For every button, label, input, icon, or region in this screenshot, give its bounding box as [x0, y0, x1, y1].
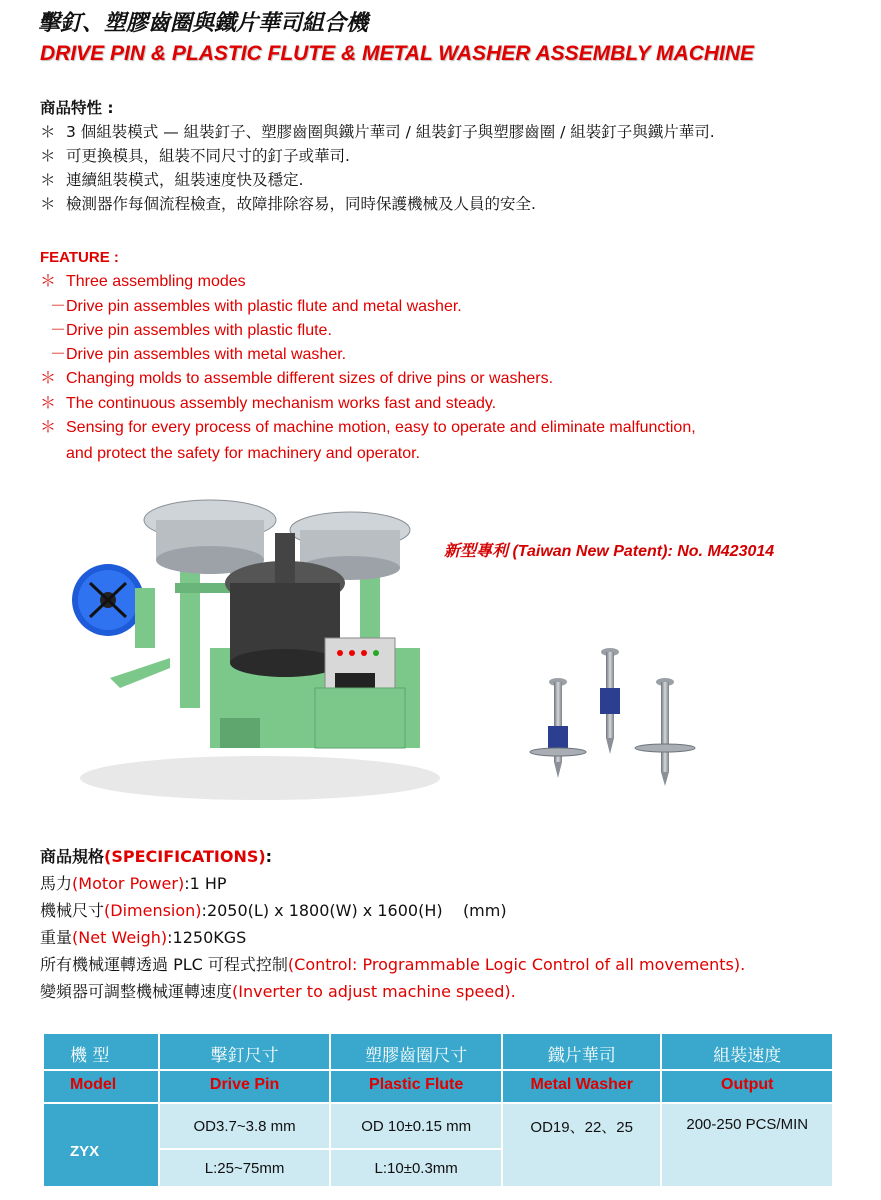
spec-label-zh: 變頻器可調整機械運轉速度 [40, 982, 233, 1001]
features-en-item [40, 416, 696, 440]
assembly-machine-photo [60, 488, 460, 823]
features-en-text: Drive pin assembles with metal washer. [66, 346, 347, 364]
spec-label-en: (Dimension) [104, 901, 202, 920]
features-en-text: The continuous assembly mechanism works fast and steady. [66, 394, 497, 412]
features-zh-text: 檢測器作每個流程檢查，故障排除容易，同時保護機械及人員的安全. [66, 195, 536, 213]
features-zh-text: 連續組裝模式，組裝速度快及穩定. [66, 171, 304, 189]
features-en-text: Three assembling modes [66, 273, 246, 291]
table-header-row-zh [43, 1033, 833, 1070]
features-en-item [40, 270, 696, 294]
table-cell-washer: OD19、22、25 [502, 1103, 662, 1187]
patent-note [444, 538, 774, 561]
spec-label-en: (Net Weigh) [72, 928, 168, 947]
patent-zh: 新型專利 [444, 543, 509, 560]
spec-label-en: (Inverter to adjust machine speed). [232, 982, 516, 1001]
table-header-cell: Output [661, 1070, 833, 1103]
table-row [43, 1103, 833, 1149]
spec-label-zh: 所有機械運轉透過 PLC 可程式控制 [40, 955, 288, 974]
table-cell-pin: L:25~75mm [159, 1149, 331, 1187]
features-en-text: Sensing for every process of machine motion, easy to operate and eliminate malfunction, [66, 419, 696, 437]
table-cell-model: ZYX [43, 1103, 159, 1187]
table-header-cell: 塑膠齒圈尺寸 [330, 1033, 502, 1070]
asterisk-icon: ＊ [40, 171, 56, 189]
features-zh [40, 96, 715, 216]
spec-heading-en: (SPECIFICATIONS) [104, 847, 266, 866]
table-header-row-en [43, 1070, 833, 1103]
patent-en: (Taiwan New Patent): No. M423014 [512, 543, 775, 560]
features-en-text: Drive pin assembles with plastic flute and metal washer. [66, 297, 462, 315]
asterisk-icon: ＊ [40, 370, 57, 388]
spec-label-zh: 機械尺寸 [40, 901, 105, 920]
spec-heading [40, 843, 745, 870]
page-title-en: DRIVE PIN & PLASTIC FLUTE & METAL WASHER ASSEMBLY MACHINE [40, 42, 755, 65]
features-zh-item [40, 168, 715, 192]
features-zh-heading: 商品特性 : [40, 99, 114, 117]
table-header-cell: 組裝速度 [661, 1033, 833, 1070]
specifications [40, 843, 745, 1005]
spec-value: :1 HP [184, 874, 227, 893]
asterisk-icon: ＊ [40, 273, 57, 291]
spec-value: :1250KGS [167, 928, 247, 947]
page-title-zh: 擊釘、塑膠齒圈與鐵片華司組合機 [38, 11, 369, 36]
spec-label-zh: 重量 [40, 928, 73, 947]
table-cell-flute: OD 10±0.15 mm [330, 1103, 502, 1149]
table-cell-output: 200-250 PCS/MIN [661, 1103, 833, 1187]
features-en [40, 246, 696, 467]
features-en-item-cont: and protect the safety for machinery and operator. [66, 445, 420, 463]
asterisk-icon: ＊ [40, 195, 56, 213]
features-en-item [40, 392, 696, 416]
spec-table [42, 1032, 834, 1188]
table-header-cell: Drive Pin [159, 1070, 331, 1103]
table-cell-pin: OD3.7~3.8 mm [159, 1103, 331, 1149]
table-header-cell: Metal Washer [502, 1070, 662, 1103]
spec-control [40, 951, 745, 978]
features-en-mode [40, 319, 696, 343]
features-zh-text: 可更換模具，組裝不同尺寸的釘子或華司. [66, 147, 350, 165]
features-en-mode [40, 295, 696, 319]
spec-weight [40, 924, 745, 951]
features-en-text: Changing molds to assemble different sizes of drive pins or washers. [66, 370, 554, 388]
asterisk-icon: ＊ [40, 123, 56, 141]
asterisk-icon: ＊ [40, 394, 57, 412]
features-en-text: Drive pin assembles with plastic flute. [66, 321, 332, 339]
spec-label-en: (Control: Programmable Logic Control of all movements). [287, 955, 746, 974]
dash-icon: － [49, 297, 66, 315]
spec-value: :2050(L) x 1800(W) x 1600(H) (mm) [201, 901, 507, 920]
features-zh-item [40, 144, 715, 168]
spec-inverter [40, 978, 745, 1005]
spec-label-zh: 馬力 [40, 874, 73, 893]
spec-heading-colon: : [265, 847, 273, 866]
dash-icon: － [49, 346, 66, 364]
features-zh-item [40, 120, 715, 144]
spec-dimension [40, 897, 745, 924]
table-cell-flute: L:10±0.3mm [330, 1149, 502, 1187]
drive-pins-photo [520, 638, 710, 793]
asterisk-icon: ＊ [40, 419, 57, 437]
spec-motor [40, 870, 745, 897]
spec-heading-zh: 商品規格 [40, 847, 105, 866]
table-header-cell: Plastic Flute [330, 1070, 502, 1103]
features-en-heading: FEATURE : [40, 249, 119, 266]
table-header-cell: 擊釘尺寸 [159, 1033, 331, 1070]
spec-label-en: (Motor Power) [72, 874, 185, 893]
features-zh-item [40, 192, 715, 216]
features-en-item [40, 367, 696, 391]
table-header-cell: 鐵片華司 [502, 1033, 662, 1070]
table-header-cell: 機 型 [43, 1033, 159, 1070]
asterisk-icon: ＊ [40, 147, 56, 165]
dash-icon: － [49, 321, 66, 339]
table-header-cell: Model [43, 1070, 159, 1103]
features-zh-text: 3 個組裝模式 — 組裝釘子、塑膠齒圈與鐵片華司 / 組裝釘子與塑膠齒圈 / 組裝釘子與鐵片華司. [66, 123, 715, 141]
features-en-mode [40, 343, 696, 367]
